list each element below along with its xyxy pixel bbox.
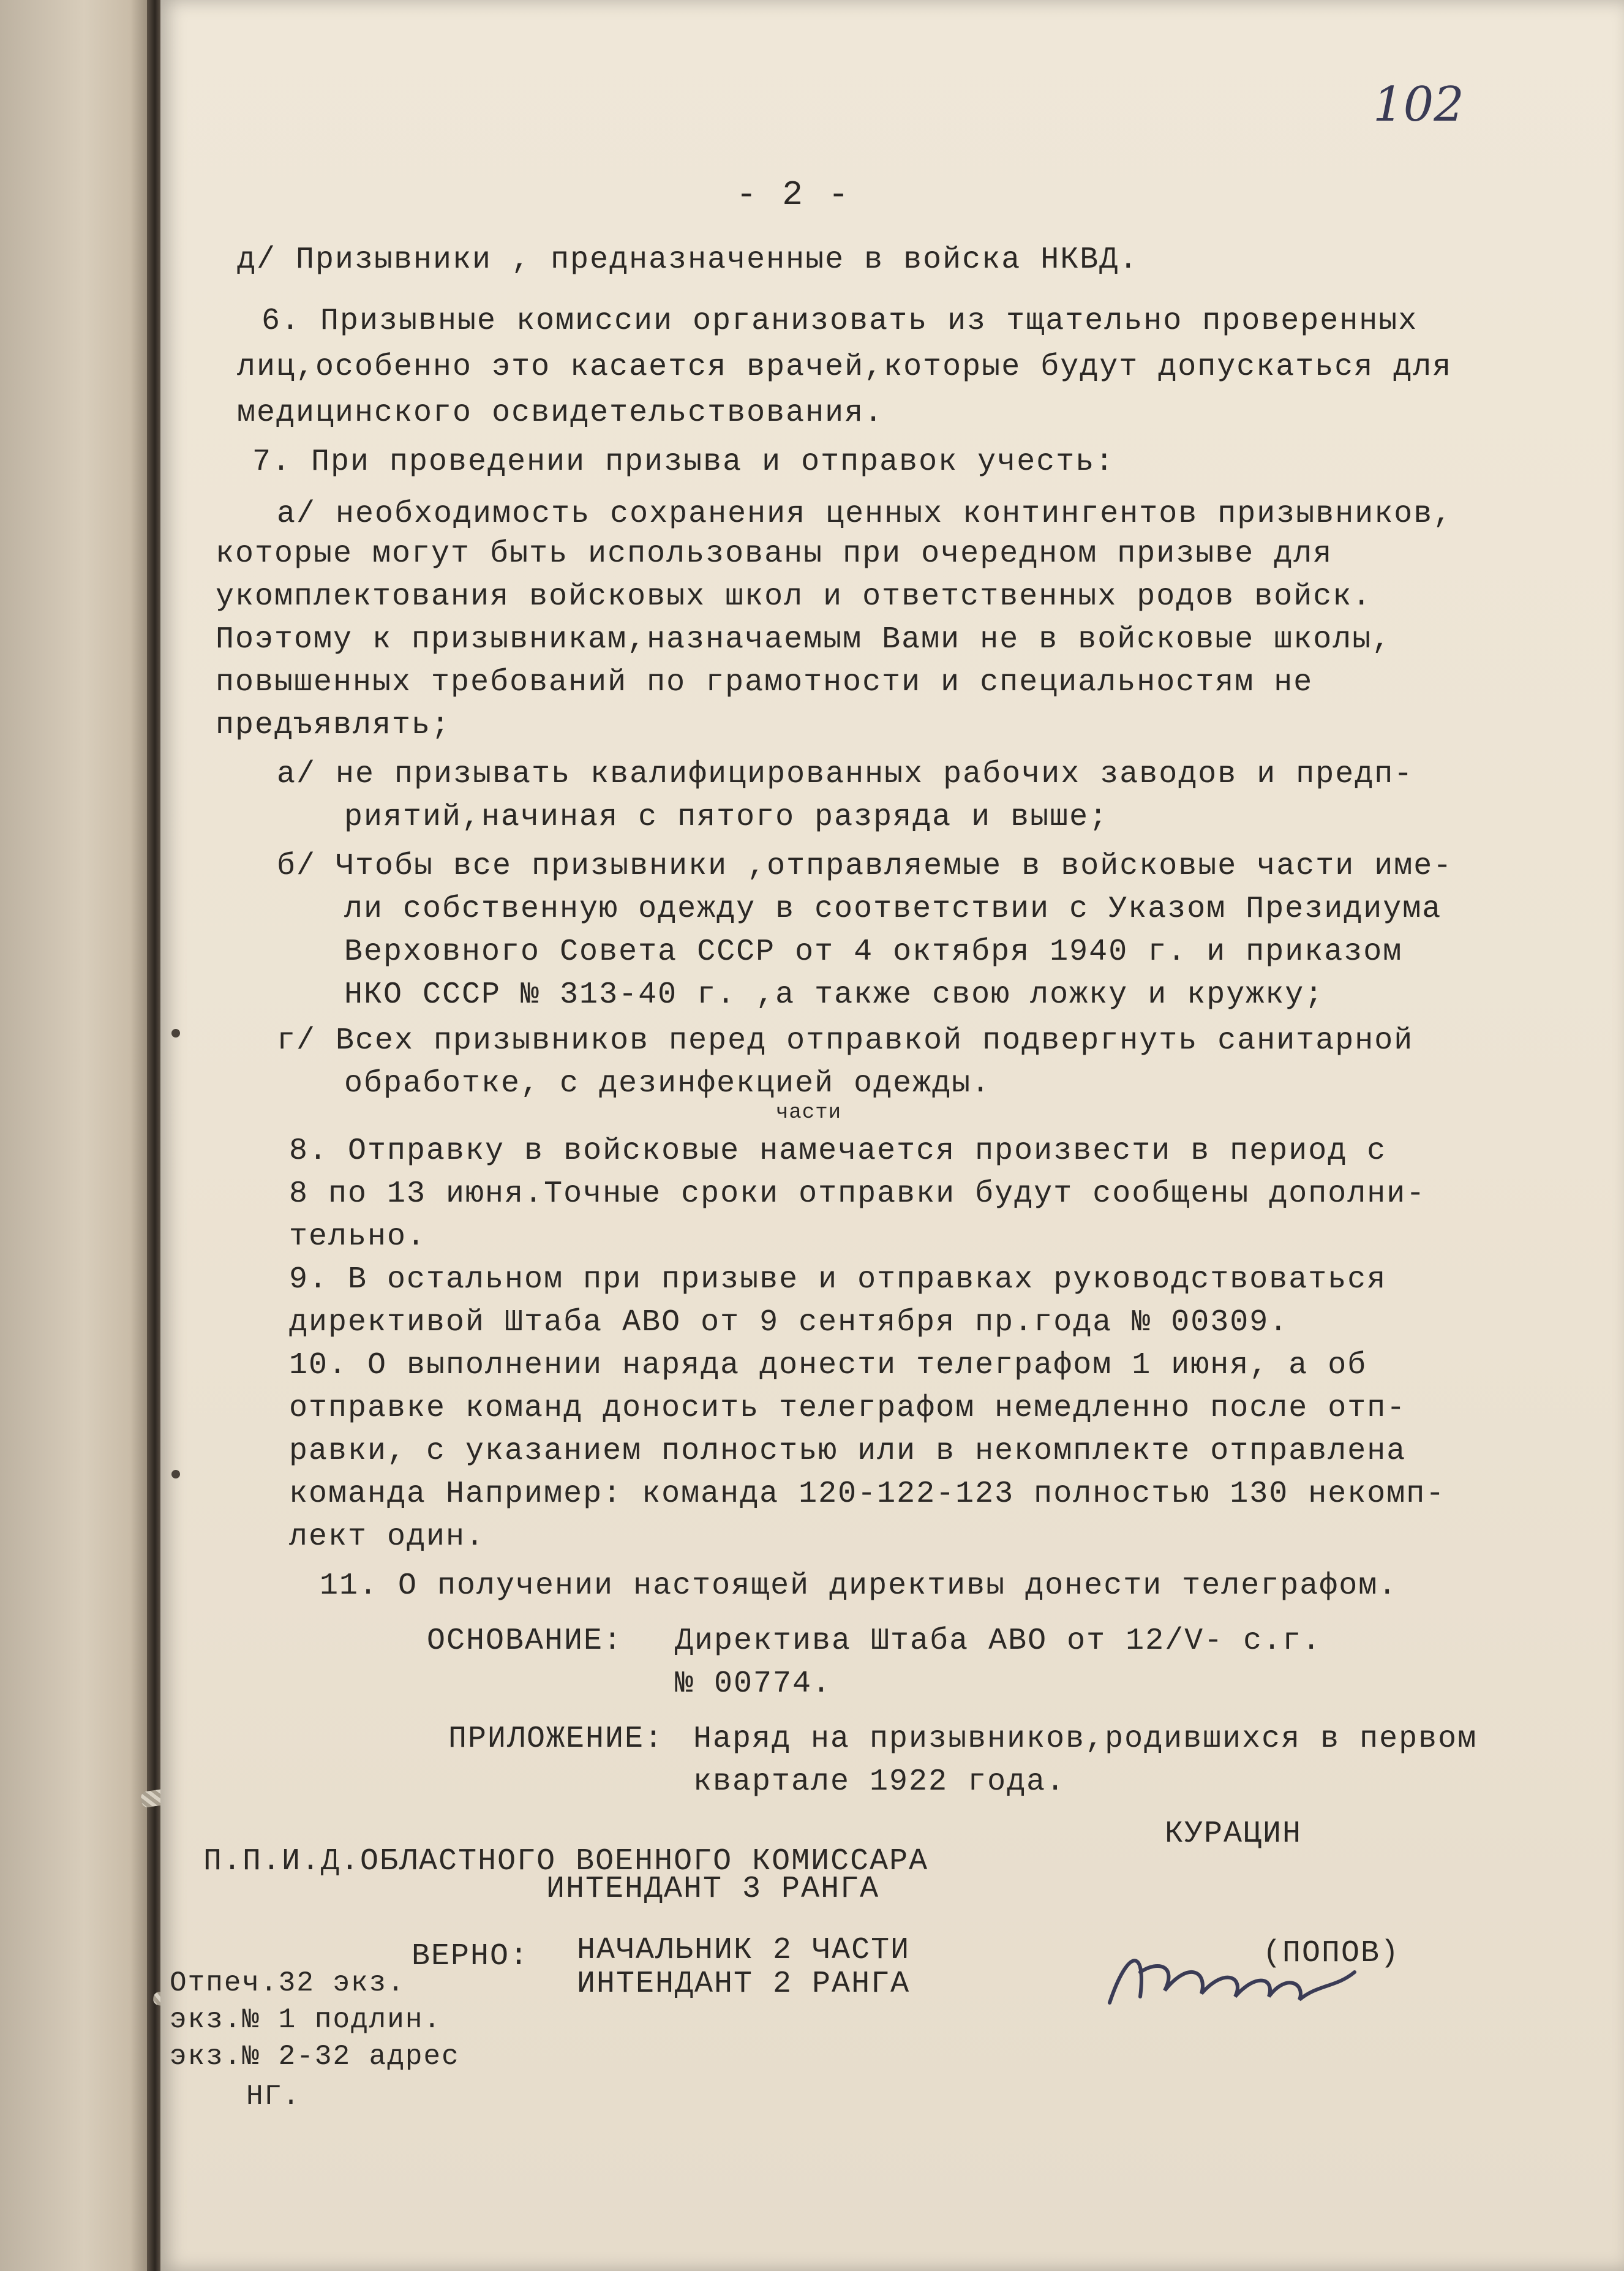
certifier-name: (ПОПОВ): [1263, 1936, 1400, 1971]
text-line: 6. Призывные комиссии организовать из тщательно проверенных: [261, 304, 1418, 339]
text-line: лект один.: [289, 1520, 486, 1554]
text-line: равки, с указанием полностью или в некомплекте отправлена: [289, 1434, 1407, 1469]
text-line: обработке, с дезинфекцией одежды.: [344, 1066, 991, 1101]
appendix-line: квартале 1922 года.: [693, 1764, 1066, 1799]
print-note: экз.№ 2-32 адрес: [170, 2041, 460, 2073]
signer-name: КУРАЦИН: [1165, 1817, 1303, 1851]
text-line: а/ не призывать квалифицированных рабочих заводов и предп-: [277, 757, 1414, 792]
signature-title: П.П.И.Д.ОБЛАСТНОГО ВОЕННОГО КОМИССАРА: [203, 1844, 929, 1879]
sheet-number: - 2 -: [736, 175, 852, 214]
page-number: 102: [1373, 77, 1464, 132]
text-line: б/ Чтобы все призывники ,отправляемые в войсковые части име-: [277, 849, 1453, 884]
punch-hole: [171, 1029, 180, 1038]
certify-rank: ИНТЕНДАНТ 2 РАНГА: [577, 1967, 911, 2002]
text-line: команда Например: команда 120-122-123 полностью 130 некомп-: [289, 1477, 1446, 1512]
handwritten-insert: части: [776, 1101, 842, 1124]
signature-rank: ИНТЕНДАНТ 3 РАНГА: [546, 1872, 880, 1907]
text-line: Верховного Совета СССР от 4 октября 1940 г. и приказом: [344, 935, 1403, 970]
text-line: директивой Штаба АВО от 9 сентября пр.года № 00309.: [289, 1305, 1289, 1340]
text-line: тельно.: [289, 1219, 427, 1254]
text-line: медицинского освидетельствования.: [237, 396, 884, 431]
text-line: которые могут быть использованы при очередном призыве для: [216, 537, 1333, 571]
appendix-line: Наряд на призывников,родившихся в первом: [693, 1722, 1478, 1757]
text-line: 9. В остальном при призыве и отправках руководствоваться: [289, 1262, 1387, 1297]
text-line: повышенных требований по грамотности и специальностям не: [216, 665, 1314, 700]
print-note: Отпеч.32 экз.: [170, 1967, 405, 1999]
text-line: Поэтому к призывникам,назначаемым Вами не в войсковые школы,: [216, 622, 1392, 657]
certify-label: ВЕРНО:: [412, 1939, 530, 1974]
certify-title: НАЧАЛЬНИК 2 ЧАСТИ: [577, 1933, 911, 1968]
text-line: лиц,особенно это касается врачей,которые будут допускаться для: [237, 350, 1453, 385]
punch-hole: [171, 1470, 180, 1478]
basis-label: ОСНОВАНИЕ:: [427, 1624, 623, 1659]
print-note: экз.№ 1 подлин.: [170, 2004, 442, 2036]
text-line: отправке команд доносить телеграфом немедленно после отп-: [289, 1391, 1407, 1426]
text-line: предъявлять;: [216, 708, 451, 743]
text-line: а/ необходимость сохранения ценных контингентов призывников,: [277, 497, 1453, 532]
text-line: 10. О выполнении наряда донести телеграфом 1 июня, а об: [289, 1348, 1367, 1383]
document-page: [160, 0, 1624, 2271]
text-line: ли собственную одежду в соответствии с Указом Президиума: [344, 892, 1442, 927]
print-note: НГ.: [246, 2081, 301, 2112]
text-line: г/ Всех призывников перед отправкой подвергнуть санитарной: [277, 1023, 1414, 1058]
basis-line: № 00774.: [675, 1667, 832, 1701]
text-line: 8. Отправку в войсковые намечается произвести в период с: [289, 1134, 1387, 1169]
text-line: НКО СССР № 313-40 г. ,а также свою ложку и кружку;: [344, 977, 1325, 1012]
appendix-label: ПРИЛОЖЕНИЕ:: [448, 1722, 664, 1757]
text-line: 11. О получении настоящей директивы донести телеграфом.: [320, 1569, 1398, 1603]
text-line: 7. При проведении призыва и отправок учесть:: [252, 445, 1115, 480]
text-line: 8 по 13 июня.Точные сроки отправки будут сообщены дополни-: [289, 1177, 1426, 1211]
text-line: укомплектования войсковых школ и ответственных родов войск.: [216, 579, 1372, 614]
text-line: риятий,начиная с пятого разряда и выше;: [344, 800, 1109, 835]
basis-line: Директива Штаба АВО от 12/V- с.г.: [675, 1624, 1322, 1659]
adjacent-page-edge: [0, 0, 153, 2271]
text-line: д/ Призывники , предназначенные в войска НКВД.: [237, 243, 1139, 277]
